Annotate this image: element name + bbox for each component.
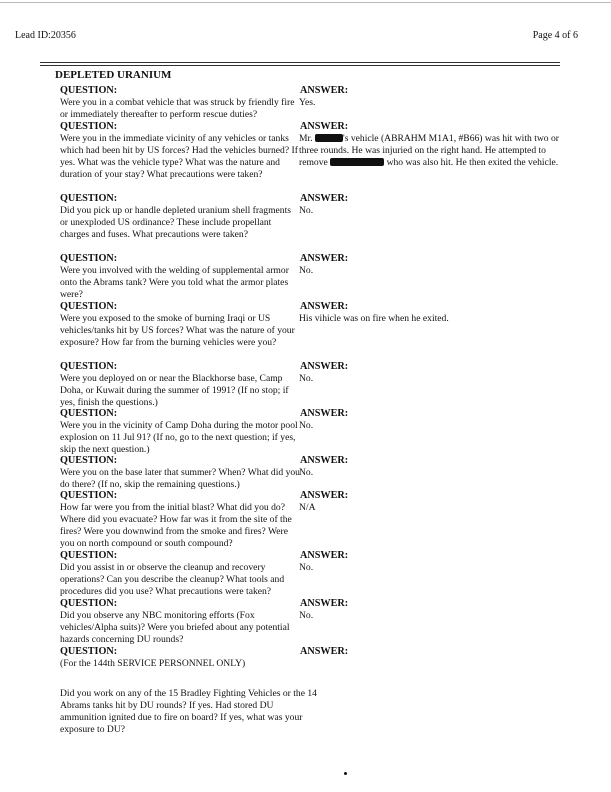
answer-label: ANSWER: (300, 490, 349, 501)
question-label: QUESTION: (60, 455, 118, 466)
question-text: Did you pick up or handle depleted uranium shell fragments or unexploded US ordinance? These include propellant charges and fuses. What precautions were taken? (60, 205, 291, 240)
section-title: DEPLETED URANIUM (55, 69, 172, 81)
qa-item-10 (60, 550, 570, 598)
qa-item-6 (60, 361, 570, 409)
extra-question-text: Did you work on any of the 15 Bradley Fighting Vehicles or the 14 Abrams tanks hit by DU rounds? If yes. Had stored DU ammunition ignited due to fire on board? If yes, what was your exposure to DU? (60, 688, 317, 735)
question-text: Were you in a combat vehicle that was struck by friendly fire or immediately thereafter to perform rescue duties? (60, 97, 295, 120)
question-text: Did you assist in or observe the cleanup and recovery operations? Can you describe the cleanup? What tools and procedures did you use? What precautions were taken? (60, 562, 285, 597)
qa-item-1 (60, 85, 570, 121)
question-text: Did you observe any NBC monitoring efforts (Fox vehicles/Alpha suits)? Were you briefed about any potential hazards concerning DU rounds? (60, 610, 290, 645)
question-label: QUESTION: (60, 408, 118, 419)
redaction-bar (315, 134, 343, 142)
answer-label: ANSWER: (300, 301, 349, 312)
question-label: QUESTION: (60, 646, 118, 657)
question-label: QUESTION: (60, 490, 118, 501)
answer-text: Yes. (299, 97, 316, 108)
question-text: Were you in the immediate vicinity of any vehicles or tanks which had been hit by US forces? Had the vehicles burned? If yes. What was the vehicle type? What was the nature and duration of your stay? What precautions were taken? (60, 133, 298, 180)
answer-label: ANSWER: (300, 121, 349, 132)
answer-text: N/A (299, 502, 316, 513)
answer-label: ANSWER: (300, 408, 349, 419)
answer-label: ANSWER: (300, 455, 349, 466)
qa-item-9 (60, 490, 570, 550)
question-label: QUESTION: (60, 361, 118, 372)
question-label: QUESTION: (60, 121, 118, 132)
qa-item-8 (60, 455, 570, 491)
question-text: Were you deployed on or near the Blackhorse base, Camp Doha, or Kuwait during the summer of 1991? (If no stop; if yes, finish the questions.) (60, 373, 289, 408)
page-number: Page 4 of 6 (532, 30, 578, 41)
question-text: Were you on the base later that summer? When? What did you do there? (If no, skip the remaining questions.) (60, 467, 300, 490)
lead-id: Lead ID:20356 (15, 30, 76, 41)
section-top-rule-double (40, 65, 560, 66)
answer-text: His vihicle was on fire when he exited. (299, 313, 449, 324)
scan-speck (344, 772, 347, 775)
qa-item-2 (60, 121, 570, 181)
answer-text-part: 's vehicle (ABRAHM M1A1, #B66) was hit with two or three rounds. He was injuried on the right hand. He attempted to remove (299, 133, 559, 168)
question-text: (For the 144th SERVICE PERSONNEL ONLY) (60, 658, 246, 669)
answer-text (299, 133, 569, 169)
answer-label: ANSWER: (300, 550, 349, 561)
answer-label: ANSWER: (300, 646, 349, 657)
qa-item-5 (60, 301, 570, 349)
question-text: Were you in the vicinity of Camp Doha during the motor pool explosion on 11 Jul 91? (If no, go to the next question; if yes, skip the next question.) (60, 420, 298, 455)
redaction-bar (330, 158, 384, 166)
question-label: QUESTION: (60, 85, 118, 96)
answer-text-part: Mr. (299, 133, 315, 144)
answer-label: ANSWER: (300, 253, 349, 264)
qa-item-11 (60, 598, 570, 646)
question-label: QUESTION: (60, 301, 118, 312)
answer-text: No. (299, 373, 314, 384)
section-top-rule (40, 62, 560, 63)
question-label: QUESTION: (60, 193, 118, 204)
qa-item-3 (60, 193, 570, 241)
answer-text: No. (299, 467, 314, 478)
answer-label: ANSWER: (300, 361, 349, 372)
question-label: QUESTION: (60, 598, 118, 609)
answer-text: No. (299, 205, 314, 216)
scan-top-edge (0, 2, 611, 3)
qa-item-12 (60, 646, 570, 670)
answer-label: ANSWER: (300, 598, 349, 609)
question-text: Were you involved with the welding of supplemental armor onto the Abrams tank? Were you told what the armor plates were? (60, 265, 289, 300)
question-text: How far were you from the initial blast? What did you do? Where did you evacuate? How far was it from the site of the fires? Were you downwind from the smoke and fires? Were you on north compound or south compound? (60, 502, 292, 549)
answer-text-part: who was also hit. He then exited the vehicle. (384, 157, 559, 168)
question-label: QUESTION: (60, 550, 118, 561)
question-text: Were you exposed to the smoke of burning Iraqi or US vehicles/tanks hit by US forces? What was the nature of your exposure? How far from the burning vehicles were you? (60, 313, 295, 348)
answer-text: No. (299, 420, 314, 431)
answer-text: No. (299, 610, 314, 621)
answer-text: No. (299, 265, 314, 276)
question-label: QUESTION: (60, 253, 118, 264)
qa-item-4 (60, 253, 570, 301)
answer-label: ANSWER: (300, 193, 349, 204)
answer-label: ANSWER: (300, 85, 349, 96)
qa-item-7 (60, 408, 570, 456)
answer-text: No. (299, 562, 314, 573)
